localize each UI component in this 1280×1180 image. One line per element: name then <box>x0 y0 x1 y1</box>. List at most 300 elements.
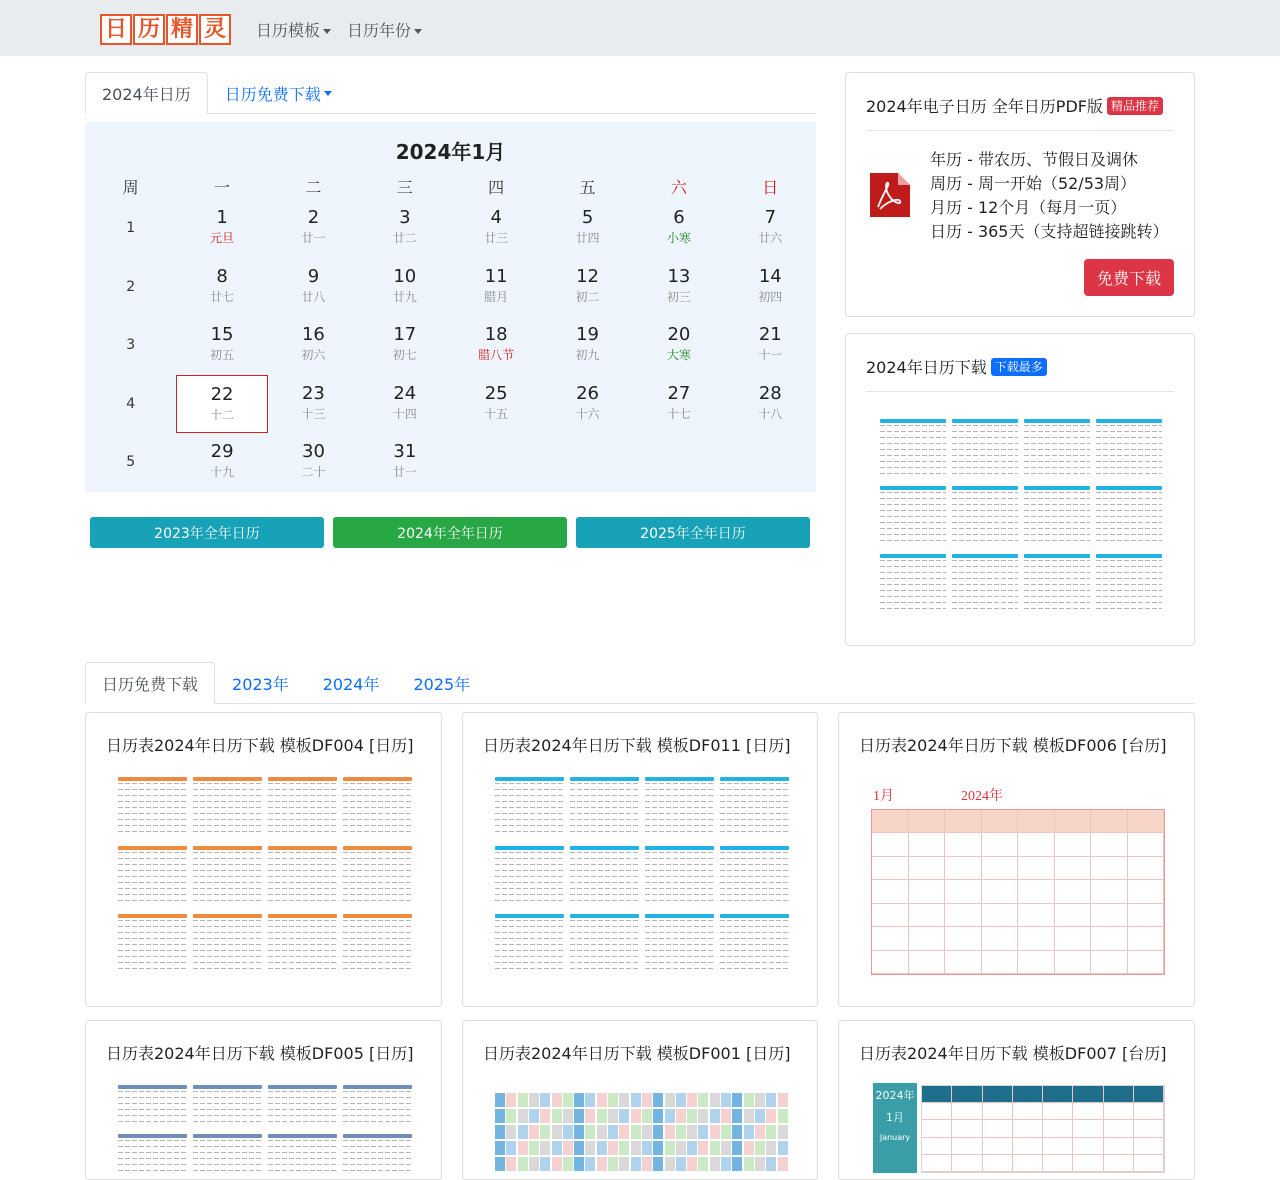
thumb-day-block <box>676 1125 686 1139</box>
day-cell[interactable] <box>359 375 450 434</box>
mini-month <box>880 486 946 545</box>
nav-link-label: 日历年份 <box>347 21 412 40</box>
thumb-day-block <box>518 1109 528 1123</box>
thumb-day-block <box>732 1125 742 1139</box>
thumb-grid-cell <box>982 857 1019 880</box>
thumb-grid-cell <box>1128 857 1165 880</box>
thumb-grid-cell <box>872 927 909 950</box>
template-card-df007[interactable] <box>838 1020 1195 1180</box>
weekday-header: 五 <box>579 178 596 197</box>
lunar-date: 大寒 <box>666 348 691 362</box>
lunar-date: 廿六 <box>758 231 783 245</box>
template-thumbnail[interactable] <box>871 809 1165 975</box>
thumb-grid-row <box>922 1120 1164 1137</box>
thumb-grid-cell <box>982 927 1019 950</box>
thumb-day-block <box>552 1109 562 1123</box>
day-cell[interactable] <box>359 258 450 317</box>
thumb-grid-cell <box>872 880 909 903</box>
thumb-day-block <box>563 1157 573 1171</box>
day-cell[interactable] <box>176 199 267 258</box>
site-logo[interactable] <box>100 14 231 45</box>
thumb-day-block <box>766 1125 776 1139</box>
thumb-day-block <box>518 1141 528 1155</box>
day-cell[interactable] <box>633 316 724 375</box>
day-number: 28 <box>758 382 782 404</box>
thumb-day-block <box>698 1125 708 1139</box>
thumb-grid-cell <box>983 1086 1013 1103</box>
today-cell[interactable] <box>176 375 267 434</box>
thumb-day-block <box>585 1157 595 1171</box>
mini-month <box>118 914 187 975</box>
thumb-day-block <box>631 1093 641 1107</box>
day-cell[interactable] <box>451 199 542 258</box>
thumb-day-block <box>710 1109 720 1123</box>
mini-month <box>268 914 337 975</box>
thumb-grid-cell <box>1091 833 1128 856</box>
thumb-year-label: 2024年 <box>875 1089 915 1102</box>
template-title: 日历表2024年日历下载 模板DF005 [日历] <box>106 1044 414 1063</box>
lunar-date: 十七 <box>666 406 691 421</box>
thumb-grid-cell <box>1091 857 1128 880</box>
day-cell[interactable] <box>542 316 633 375</box>
year-2025-button[interactable]: 2025年全年日历 <box>576 517 810 548</box>
thumb-day-block <box>766 1157 776 1171</box>
day-cell[interactable] <box>542 258 633 317</box>
mini-month <box>952 554 1018 613</box>
thumb-day-block <box>710 1093 720 1107</box>
thumb-day-block <box>540 1157 550 1171</box>
mini-month <box>343 1085 412 1126</box>
thumb-grid-cell <box>982 904 1019 927</box>
thumb-grid-cell <box>922 1138 952 1155</box>
mini-month <box>645 777 714 838</box>
thumb-day-block <box>540 1109 550 1123</box>
template-thumbnail[interactable] <box>118 777 412 975</box>
thumb-grid-cell <box>1018 833 1055 856</box>
mini-month <box>118 846 187 907</box>
lunar-date: 十八 <box>758 406 783 421</box>
mini-month <box>645 914 714 975</box>
thumb-day-block <box>676 1093 686 1107</box>
thumb-day-block <box>552 1157 562 1171</box>
year-2023-button[interactable]: 2023年全年日历 <box>90 517 324 548</box>
thumb-grid-cell <box>872 833 909 856</box>
thumb-day-block <box>653 1157 663 1171</box>
thumb-day-block <box>665 1141 675 1155</box>
lunar-date: 廿四 <box>575 231 600 245</box>
promo-title <box>866 94 1163 117</box>
template-card-df001[interactable] <box>462 1020 818 1180</box>
day-cell[interactable] <box>725 258 816 317</box>
logo-char: 精 <box>166 14 198 45</box>
lunar-date: 小寒 <box>666 231 691 245</box>
download-title-text: 2024年日历下载 <box>866 358 987 377</box>
caret-down-icon <box>324 91 332 96</box>
thumb-day-block <box>529 1093 539 1107</box>
lunar-date: 初七 <box>392 348 417 362</box>
day-cell[interactable] <box>451 316 542 375</box>
mini-month <box>268 777 337 838</box>
thumb-day-block <box>563 1125 573 1139</box>
mini-month <box>343 914 412 975</box>
lunar-date: 廿九 <box>392 289 417 304</box>
thumb-day-block <box>608 1125 618 1139</box>
weekday-header: 三 <box>396 178 413 197</box>
lunar-date: 十三 <box>301 406 326 421</box>
template-thumbnail[interactable] <box>495 1093 789 1173</box>
thumb-day-block <box>642 1157 652 1171</box>
thumb-grid-cell <box>922 1086 952 1103</box>
thumb-grid-cell <box>982 810 1019 833</box>
thumb-grid-cell <box>1013 1086 1043 1103</box>
thumb-grid-cell <box>909 810 946 833</box>
thumb-day-block <box>563 1141 573 1155</box>
template-card-df005[interactable] <box>85 1020 442 1180</box>
thumb-grid-cell <box>1043 1138 1073 1155</box>
thumb-year-label: 2024年 <box>961 789 1003 804</box>
day-number: 1 <box>216 207 228 228</box>
thumb-grid-cell <box>872 857 909 880</box>
thumb-grid-cell <box>1128 810 1165 833</box>
thumb-day-block <box>574 1109 584 1123</box>
day-cell[interactable] <box>268 375 359 434</box>
thumb-day-block <box>529 1141 539 1155</box>
lunar-date: 廿一 <box>301 231 326 245</box>
thumb-grid-cell <box>1073 1120 1103 1137</box>
lunar-date: 初九 <box>575 348 600 362</box>
thumb-grid-cell <box>1104 1086 1134 1103</box>
lunar-date: 腊月 <box>484 289 509 304</box>
mini-month <box>720 777 789 838</box>
tab-2025[interactable]: 2025年 <box>413 675 471 694</box>
mini-month <box>268 846 337 907</box>
thumb-day-block <box>619 1109 629 1123</box>
thumb-day-block <box>631 1109 641 1123</box>
thumb-grid-cell <box>922 1155 952 1172</box>
mini-month <box>1024 486 1090 545</box>
thumb-grid-cell <box>1013 1120 1043 1137</box>
thumb-day-block <box>698 1109 708 1123</box>
feature-item: 月历 - 12个月（每月一页） <box>930 198 1127 217</box>
thumb-day-block <box>619 1093 629 1107</box>
week-number: 3 <box>126 337 136 354</box>
thumb-day-block <box>744 1125 754 1139</box>
week-number: 1 <box>126 220 136 237</box>
thumb-grid-cell <box>952 1086 982 1103</box>
calendar-week-row <box>85 258 816 317</box>
thumb-day-block <box>631 1157 641 1171</box>
day-cell[interactable] <box>268 258 359 317</box>
thumb-grid-cell <box>872 951 909 974</box>
day-cell[interactable] <box>451 258 542 317</box>
thumb-grid-cell <box>952 1138 982 1155</box>
caret-down-icon <box>414 29 422 34</box>
thumb-day-block <box>608 1157 618 1171</box>
promo-title-text: 2024年电子日历 全年日历PDF版 <box>866 97 1103 116</box>
thumb-day-block <box>778 1109 788 1123</box>
thumb-day-block <box>766 1141 776 1155</box>
thumb-day-block <box>710 1157 720 1171</box>
thumb-day-block <box>506 1141 516 1155</box>
thumb-grid-cell <box>1134 1086 1164 1103</box>
thumb-grid-cell <box>1091 904 1128 927</box>
nav-calendar-years[interactable] <box>347 18 422 41</box>
thumb-day-block <box>563 1093 573 1107</box>
thumb-day-block <box>744 1157 754 1171</box>
thumb-grid-cell <box>1043 1155 1073 1172</box>
thumb-day-block <box>755 1157 765 1171</box>
thumb-day-block <box>676 1141 686 1155</box>
weekday-header: 六 <box>670 178 687 197</box>
mini-month <box>268 1085 337 1126</box>
thumb-day-block <box>597 1157 607 1171</box>
lunar-date: 十一 <box>758 348 783 362</box>
day-cell[interactable] <box>268 316 359 375</box>
day-cell[interactable] <box>268 433 359 492</box>
thumb-grid-cell <box>872 904 909 927</box>
thumb-day-block <box>540 1125 550 1139</box>
thumb-grid-cell <box>1073 1138 1103 1155</box>
day-number: 7 <box>764 207 777 228</box>
thumb-grid-cell <box>1128 951 1165 974</box>
day-cell[interactable] <box>725 375 816 434</box>
mini-month <box>193 914 262 975</box>
tab-label: 日历免费下载 <box>224 85 321 104</box>
thumb-day-block <box>721 1141 731 1155</box>
thumb-grid-cell <box>1128 927 1165 950</box>
thumb-grid-cell <box>952 1103 982 1120</box>
thumb-grid-cell <box>1055 857 1092 880</box>
day-number: 8 <box>216 265 228 287</box>
thumb-day-block <box>721 1157 731 1171</box>
day-cell[interactable] <box>176 258 267 317</box>
template-card-df004[interactable] <box>85 712 442 1007</box>
thumb-grid-row <box>922 1155 1164 1172</box>
mini-month <box>952 419 1018 478</box>
day-number: 20 <box>667 324 691 345</box>
feature-item: 日历 - 365天（支持超链接跳转） <box>930 222 1169 241</box>
month-calendar <box>85 122 816 492</box>
day-number: 2 <box>307 207 320 228</box>
thumb-grid-cell <box>909 904 946 927</box>
day-cell[interactable] <box>542 375 633 434</box>
thumb-grid-cell <box>1055 951 1092 974</box>
template-thumbnail[interactable] <box>495 777 789 975</box>
download-tabs <box>85 662 1195 704</box>
thumb-grid-cell <box>1013 1138 1043 1155</box>
thumb-day-block <box>597 1125 607 1139</box>
day-cell[interactable] <box>725 199 816 258</box>
thumb-grid-cell <box>952 1120 982 1137</box>
year-2024-button[interactable]: 2024年全年日历 <box>333 517 567 548</box>
mini-month <box>343 846 412 907</box>
tab-2024-calendar[interactable]: 2024年日历 <box>85 72 208 114</box>
thumb-day-block <box>518 1093 528 1107</box>
day-cell[interactable] <box>176 316 267 375</box>
thumb-grid-cell <box>945 904 982 927</box>
thumb-grid-cell <box>983 1138 1013 1155</box>
day-cell[interactable] <box>176 433 267 492</box>
thumb-day-block <box>552 1093 562 1107</box>
thumb-grid-cell <box>909 857 946 880</box>
lunar-date: 廿八 <box>301 289 326 304</box>
thumb-day-block <box>495 1093 505 1107</box>
lunar-date: 初二 <box>575 289 600 304</box>
thumb-day-block <box>495 1157 505 1171</box>
thumb-day-block <box>619 1157 629 1171</box>
day-cell[interactable] <box>359 316 450 375</box>
thumb-day-block <box>506 1125 516 1139</box>
free-download-button[interactable]: 免费下载 <box>1084 259 1174 296</box>
thumb-grid-cell <box>1013 1155 1043 1172</box>
thumb-day-block <box>540 1141 550 1155</box>
nav-calendar-templates[interactable] <box>256 18 331 41</box>
day-number: 9 <box>307 265 320 287</box>
day-number: 29 <box>210 441 234 462</box>
lunar-date: 十九 <box>210 465 235 479</box>
thumb-day-block <box>778 1141 788 1155</box>
mini-month <box>880 554 946 613</box>
day-cell[interactable] <box>359 433 450 492</box>
tab-free-download[interactable] <box>208 72 349 114</box>
thumb-day-block <box>710 1141 720 1155</box>
thumb-day-block <box>653 1109 663 1123</box>
day-number: 30 <box>302 441 325 462</box>
thumb-day-block <box>744 1141 754 1155</box>
thumb-day-block <box>495 1109 505 1123</box>
lunar-date: 十五 <box>484 406 509 421</box>
thumb-day-block <box>755 1109 765 1123</box>
thumb-grid-cell <box>1055 927 1092 950</box>
day-number: 4 <box>490 207 502 228</box>
mini-month <box>193 1134 262 1175</box>
logo-char: 日 <box>100 14 132 45</box>
weekday-header: 二 <box>305 178 322 197</box>
thumb-grid-cell <box>922 1103 952 1120</box>
mini-month <box>1096 486 1162 545</box>
day-cell[interactable] <box>725 316 816 375</box>
caret-down-icon <box>323 29 331 34</box>
day-number: 27 <box>667 382 691 404</box>
template-card-df011[interactable] <box>462 712 818 1007</box>
mini-month <box>570 914 639 975</box>
day-cell[interactable] <box>268 199 359 258</box>
logo-char: 历 <box>133 14 165 45</box>
mini-month <box>118 777 187 838</box>
thumb-day-block <box>529 1125 539 1139</box>
day-number: 18 <box>484 324 508 345</box>
mini-month <box>1024 419 1090 478</box>
thumb-day-block <box>721 1125 731 1139</box>
tab-free-download-list[interactable]: 日历免费下载 <box>85 662 215 704</box>
lunar-date: 二十 <box>301 465 326 479</box>
thumb-day-block <box>506 1157 516 1171</box>
template-thumbnail[interactable] <box>118 1085 412 1175</box>
thumb-grid-cell <box>1128 833 1165 856</box>
day-number: 26 <box>576 382 600 404</box>
weekday-header: 一 <box>214 178 231 197</box>
thumb-day-block <box>597 1093 607 1107</box>
calendar-tabs <box>85 72 816 114</box>
day-number: 17 <box>393 324 417 345</box>
mini-month <box>495 846 564 907</box>
weekday-header: 日 <box>762 178 779 197</box>
calendar-week-row <box>85 433 816 492</box>
feature-item: 周历 - 周一开始（52/53周） <box>930 174 1137 193</box>
thumb-grid-cell <box>945 927 982 950</box>
yearly-calendar-thumbnail[interactable] <box>880 419 1162 613</box>
thumb-grid-cell <box>909 927 946 950</box>
thumb-grid-row <box>872 904 1164 927</box>
thumb-day-block <box>710 1125 720 1139</box>
mini-month <box>720 914 789 975</box>
thumb-day-block <box>585 1093 595 1107</box>
thumb-day-block <box>563 1109 573 1123</box>
day-cell[interactable] <box>633 375 724 434</box>
thumb-grid-cell <box>1073 1103 1103 1120</box>
thumb-day-block <box>597 1109 607 1123</box>
pdf-promo-card <box>845 72 1195 317</box>
mini-month <box>720 846 789 907</box>
template-title: 日历表2024年日历下载 模板DF004 [日历] <box>106 736 414 755</box>
weekday-header: 周 <box>122 178 139 197</box>
thumb-day-block <box>744 1109 754 1123</box>
thumb-day-block <box>574 1141 584 1155</box>
mini-month <box>570 846 639 907</box>
thumb-day-block <box>608 1109 618 1123</box>
thumb-day-block <box>755 1125 765 1139</box>
tab-2023[interactable]: 2023年 <box>232 675 289 694</box>
thumb-grid-cell <box>1055 904 1092 927</box>
day-cell[interactable] <box>633 258 724 317</box>
thumb-grid-cell <box>1091 880 1128 903</box>
thumb-grid-cell <box>945 833 982 856</box>
mini-month <box>268 1134 337 1175</box>
day-cell[interactable] <box>633 199 724 258</box>
mini-month <box>570 777 639 838</box>
template-thumbnail[interactable] <box>921 1085 1165 1173</box>
template-title: 日历表2024年日历下载 模板DF006 [台历] <box>859 736 1167 755</box>
tab-2024[interactable]: 2024年 <box>322 675 380 694</box>
mini-month <box>118 1085 187 1126</box>
template-card-df006[interactable] <box>838 712 1195 1007</box>
day-cell[interactable] <box>359 199 450 258</box>
day-cell[interactable] <box>451 375 542 434</box>
thumb-day-block <box>574 1157 584 1171</box>
day-number: 23 <box>301 382 325 404</box>
nav-link-label: 日历模板 <box>256 21 321 40</box>
download-card <box>845 333 1195 646</box>
thumb-day-block <box>698 1157 708 1171</box>
mini-month <box>343 777 412 838</box>
thumb-day-block <box>506 1093 516 1107</box>
mini-month <box>495 777 564 838</box>
thumb-grid-cell <box>982 951 1019 974</box>
thumb-day-block <box>687 1109 697 1123</box>
day-number: 21 <box>758 324 782 345</box>
day-cell[interactable] <box>542 199 633 258</box>
thumb-day-block <box>653 1125 663 1139</box>
thumb-grid-cell <box>1128 904 1165 927</box>
thumb-grid-cell <box>922 1120 952 1137</box>
thumb-day-block <box>665 1093 675 1107</box>
thumb-day-block <box>766 1109 776 1123</box>
thumb-day-block <box>676 1109 686 1123</box>
thumb-day-block <box>732 1141 742 1155</box>
thumb-day-block <box>495 1141 505 1155</box>
thumb-day-block <box>608 1093 618 1107</box>
thumb-grid-cell <box>1018 904 1055 927</box>
